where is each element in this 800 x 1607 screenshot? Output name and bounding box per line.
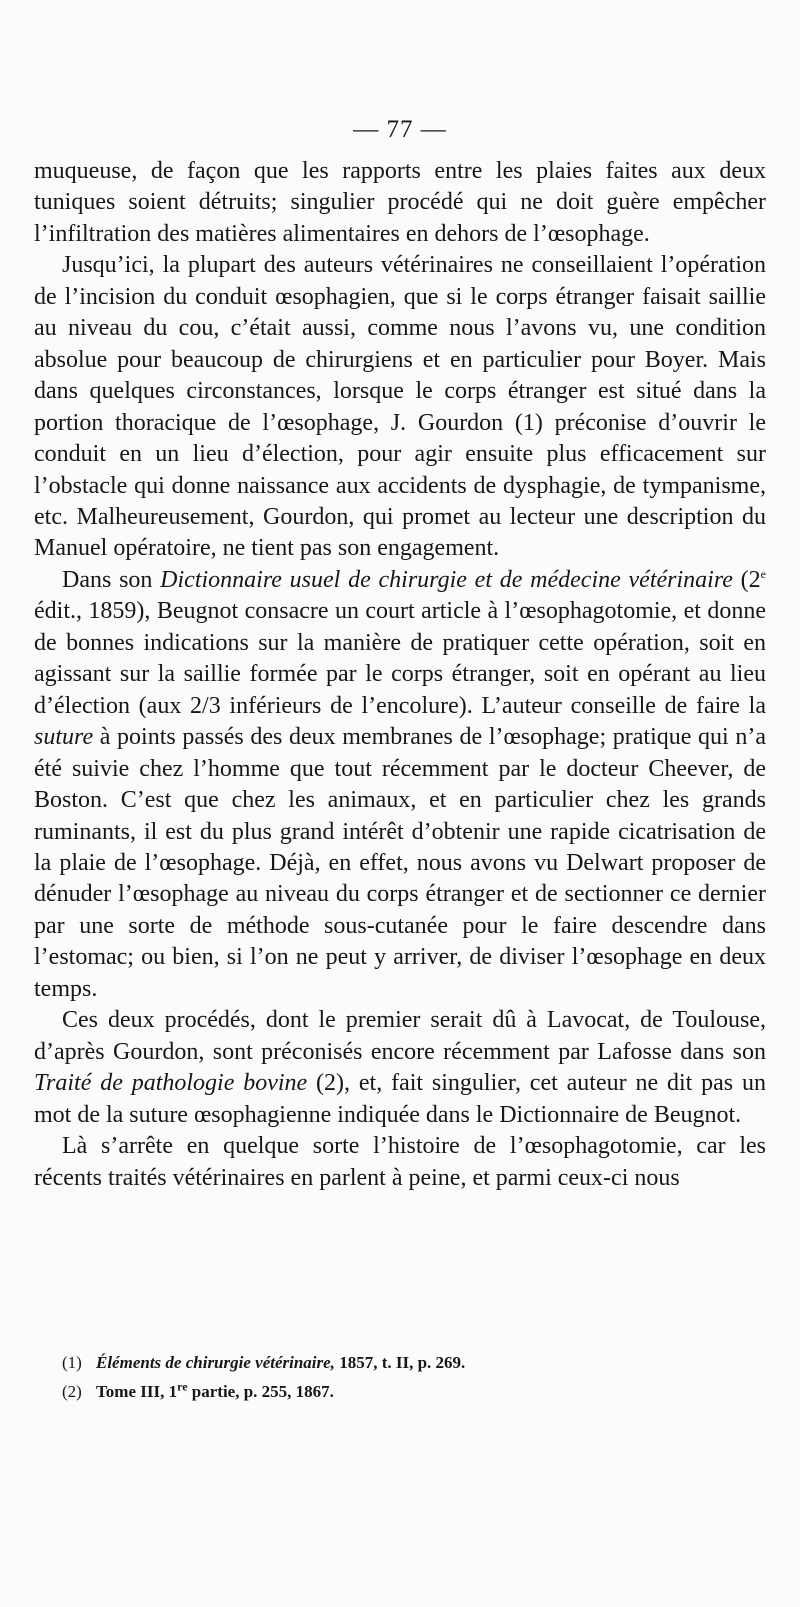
paragraph-3-text-b: (2 xyxy=(732,566,761,593)
footnote-2-number: (2) xyxy=(62,1382,82,1401)
paragraph-2 xyxy=(34,250,766,565)
suture-term: suture xyxy=(34,724,94,751)
paragraph-3-text-a: Dans son xyxy=(62,566,161,593)
paragraph-2-text: Jusqu’ici, la plupart des auteurs vétérinaires ne conseillaient l’opération de l’incision du conduit œsophagien, que si le corps étranger faisait saillie au niveau du cou, c’était aussi, comme nous l’avons vu, une condition absolue pour beaucoup de chirurgiens et en particulier pour Boyer. Mais dans quelques circonstances, lorsque le corps étranger est situé dans la portion thoracique de l’œsophage, J. Gourdon (1) préconise d’ouvrir le conduit en un lieu d’élection, pour agir ensuite plus efficacement sur l’obstacle qui donne naissance aux accidents de dysphagie, de tympanisme, etc. Malheureusement, Gourdon, qui promet au lecteur une description du Manuel opératoire, ne tient pas son engagement. xyxy=(34,252,766,562)
footnote-1 xyxy=(62,1348,762,1377)
paragraph-3 xyxy=(34,565,766,1005)
edition-superscript: e xyxy=(760,566,766,581)
footnote-1-title: Éléments de chirurgie vétérinaire, xyxy=(96,1353,335,1372)
paragraph-5-text: Là s’arrête en quelque sorte l’histoire de l’œsophagotomie, car les récents traités vétérinaires en parlent à peine, et parmi ceux-ci nous xyxy=(34,1133,766,1191)
paragraph-1-text: muqueuse, de façon que les rapports entre les plaies faites aux deux tuniques soient détruits; singulier procédé qui ne doit guère empêcher l’infiltration des matières alimentaires en dehors de l’œsophage. xyxy=(34,158,766,247)
page-number: — 77 — xyxy=(353,116,447,143)
footnote-1-reference: 1857, t. II, p. 269. xyxy=(334,1353,466,1372)
paragraph-4 xyxy=(34,1005,766,1131)
treatise-title: Traité de pathologie bovine xyxy=(34,1070,308,1097)
footnote-2-reference: partie, p. 255, 1867. xyxy=(187,1382,334,1401)
paragraph-3-text-c: édit., 1859), Beugnot consacre un court article à l’œsophagotomie, et donne de bonnes indications sur la manière de pratiquer cette opération, soit en agissant sur la saillie formée par le corps étranger, soit en opérant au lieu d’élection (aux 2/3 inférieurs de l’encolure). L’auteur conseille de faire la xyxy=(34,598,766,719)
dictionary-title: Dictionnaire usuel de chirurgie et de médecine vétérinaire xyxy=(160,566,733,593)
paragraph-3-text-d: à points passés des deux membranes de l’œsophage; pratique qui n’a été suivie chez l’homme que tout récemment par le docteur Cheever, de Boston. C’est que chez les animaux, et en particulier chez les grands ruminants, il est du plus grand intérêt d’obtenir une rapide cicatrisation de la plaie de l’œsophage. Déjà, en effet, nous avons vu Delwart proposer de dénuder l’œsophage au niveau du corps étranger et de sectionner ce dernier par une sorte de méthode sous-cutanée pour le faire descendre dans l’estomac; ou bien, si l’on ne peut y arriver, de diviser l’œsophage en deux temps. xyxy=(34,724,766,1002)
footnote-2 xyxy=(62,1377,762,1406)
footnote-1-number: (1) xyxy=(62,1353,82,1372)
paragraph-5 xyxy=(34,1131,766,1194)
paragraph-4-text-b: (2), et, fait singulier, cet auteur ne dit pas un mot de la suture œsophagienne indiquée dans le Dictionnaire de Beugnot. xyxy=(34,1070,766,1128)
footnote-2-text: Tome III, 1 xyxy=(96,1382,178,1401)
body-text xyxy=(34,156,766,1194)
footnote-2-superscript: re xyxy=(177,1379,188,1394)
paragraph-1 xyxy=(34,156,766,250)
footnotes xyxy=(62,1348,762,1406)
paragraph-4-text-a: Ces deux procédés, dont le premier serait dû à Lavocat, de Toulouse, d’après Gourdon, sont préconisés encore récemment par Lafosse dans son xyxy=(34,1007,766,1065)
